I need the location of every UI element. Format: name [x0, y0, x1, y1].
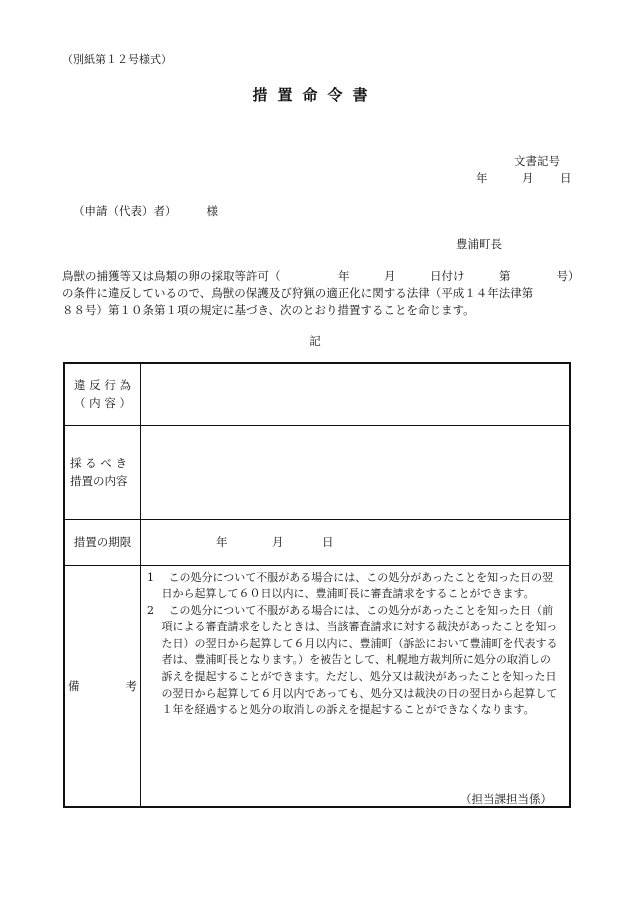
- deadline-month: 月: [272, 535, 284, 549]
- issuer: 豊浦町長: [456, 237, 502, 251]
- remarks-line: 項による審査請求をしたときは、当該審査請求に対する裁決があったことを知っ: [147, 620, 558, 634]
- deadline-date: [141, 519, 571, 565]
- body-line-3: ８８号）第１０条第１項の規定に基づき、次のとおり措置することを命じます。: [62, 303, 475, 317]
- remarks-line: 日から起算して６０日以内に、豊浦町長に審査請求をすることができます。: [147, 587, 535, 601]
- detail-table: [63, 362, 571, 808]
- contact-department: （担当課担当係）: [460, 792, 552, 806]
- remarks-line: た日）の翌日から起算して６月以内に、豊浦町（訴訟において豊浦町を代表する: [147, 636, 558, 650]
- body-line-2: の条件に違反しているので、鳥獣の保護及び狩猟の適正化に関する法律（平成１４年法律第: [62, 286, 534, 300]
- remarks-row: [64, 565, 570, 807]
- deadline-label: 措置の期限: [64, 519, 141, 565]
- remarks-label: 備 考: [64, 565, 141, 807]
- body-line-1: 鳥獣の捕獲等又は鳥類の卵の採取等許可（ 年 月 日付け 第 号）: [62, 269, 580, 283]
- deadline-row: [64, 519, 570, 565]
- recipient-label: （申請（代表）者）: [73, 204, 177, 218]
- issue-date: [476, 170, 572, 186]
- remarks-line: の翌日から起算して６月以内であっても、処分又は裁決の日の翌日から起算して: [147, 686, 558, 700]
- recipient: [73, 203, 218, 219]
- deadline-year: 年: [216, 535, 228, 549]
- remarks-line: 訴えを提起することができます。ただし、処分又は裁決があったことを知った日: [147, 670, 557, 684]
- recipient-honorific: 様: [206, 204, 218, 218]
- remarks-line: 2 この処分について不服がある場合には、この処分があったことを知った日（前: [147, 603, 554, 617]
- deadline-day: 日: [322, 535, 334, 549]
- remarks-line: １年を経過すると処分の取消しの訴えを提起することができなくなります。: [147, 703, 535, 717]
- measures-row: [64, 425, 570, 519]
- measures-content: [141, 425, 571, 519]
- body-text: [62, 268, 580, 319]
- date-month: 月: [522, 171, 534, 185]
- form-number: （別紙第１２号様式）: [62, 53, 172, 66]
- document-number-label: 文書記号: [514, 154, 560, 168]
- date-day: 日: [560, 171, 572, 185]
- document-title: 措置命令書: [252, 86, 378, 104]
- violation-content: [141, 363, 571, 425]
- date-year: 年: [476, 171, 488, 185]
- remarks-line: 1 この処分について不服がある場合には、この処分があったことを知った日の翌: [147, 570, 554, 584]
- ki-heading: 記: [309, 334, 321, 348]
- measures-label: 採 る べ き 措置の内容: [64, 425, 141, 519]
- remarks-line: 者は、豊浦町長となります。）を被告として、札幌地方裁判所に処分の取消しの: [147, 653, 551, 667]
- violation-label: 違 反 行 為 （ 内 容 ）: [64, 363, 141, 425]
- remarks-content: [141, 565, 571, 807]
- violation-row: [64, 363, 570, 425]
